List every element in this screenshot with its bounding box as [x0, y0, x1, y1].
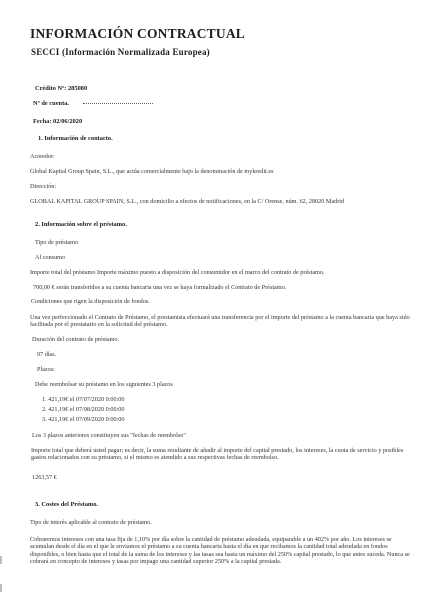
plazo-item: 2. 421,19€ el 07/08/2020 0:00:00 [42, 406, 125, 413]
importe-pagar-text: Importe total que deberá usted pagar; es decir, la suma resultante de añadir al importe del capital prestado, los intereses, la cuota de servicio y posibles gastos relacionados con su préstamo, si el mismo es atendido a sus respectivas fechas de reembolso. [31, 447, 404, 462]
plazos-label: Plazos: [37, 366, 55, 373]
redacted-account [83, 103, 153, 104]
section-1-title: 1. Información de contacto. [38, 135, 113, 142]
acreedor-label: Acreedor: [30, 153, 55, 160]
tipo-interes-text: Cobraremos intereses con una tasa fija de 1,10% por día sobre la cantidad de préstamo adeudada, equiparable a un 402% por año. Los intereses se acumulan desde el día en el que le enviamos el préstamo a su cuenta bancaria hasta el día en que recibamos la cantidad total adeudada en fondos disponibles, o bien hasta que el total de la suma de los intereses y las tasas sea hasta un máximo del 250% capital prestado, lo que antes suceda. Nunca se cobrará en concepto de intereses y tasas por impago una cantidad superior 250% a la capital prestada. [30, 536, 410, 566]
section-2-title: 2. Información sobre el préstamo. [35, 221, 127, 228]
plazo-item: 3. 421,19€ el 07/09/2020 0:00:00 [42, 416, 125, 423]
acreedor-text: Global Kapital Group Spain, S.L., que actúa comercialmente bajo la denominación de mykredit.es [30, 168, 274, 175]
scan-edge-mark [0, 556, 2, 564]
condiciones-text: Una vez perfeccionado el Contrato de Préstamo, el prestamista efectuará una transferencia por el importe del préstamo a la cuenta bancaria que haya sido facilitada por el prestatario en la solicitud del préstamo. [30, 314, 410, 329]
document-title: INFORMACIÓN CONTRACTUAL [30, 26, 245, 41]
tipo-prestamo-label: Tipo de préstamo [35, 239, 79, 246]
duracion-value: 97 días. [37, 351, 57, 358]
scan-edge-mark [0, 584, 2, 592]
account-label: Nº de cuenta. [33, 100, 70, 107]
tipo-interes-label: Tipo de interés aplicable al contrato de préstamo. [30, 519, 152, 526]
direccion-text: GLOBAL KAPITAL GROUP SPAIN, S.L., con domicilio a efectos de notificaciones, en la C/ Orense, núm. 62, 28020 Madrid [30, 198, 345, 205]
importe-pagar-value: 1263,57 € [32, 474, 57, 481]
document-subtitle: SECCI (Información Normalizada Europea) [31, 47, 210, 57]
plazos-intro: Debe reembolsar su préstamo en los siguientes 3 plazos [35, 381, 173, 388]
credit-number: Crédito Nº: 285080 [35, 85, 88, 92]
account-number [33, 100, 153, 107]
direccion-label: Dirección: [30, 183, 57, 190]
duracion-label: Duración del contrato de préstamo. [32, 336, 120, 343]
plazo-item: 1. 421,19€ el 07/07/2020 0:00:00 [42, 396, 125, 403]
importe-total-value: 700,00 € serán transferidos a su cuenta bancaria una vez se haya formalizado el Contrato de Préstamo. [33, 284, 287, 291]
condiciones-label: Condiciones que rigen la disposición de fondos. [31, 298, 150, 305]
document-date: Fecha: 02/06/2020 [33, 118, 83, 125]
section-3-title: 3. Costes del Préstamo. [35, 501, 99, 508]
importe-total-label: Importe total del préstamo Importe máximo puesto a disposición del consumidor en el marco del contrato de préstamo. [30, 269, 325, 276]
plazos-note: Los 3 plazos anteriores constituyen sus "fechas de reembolso" [32, 432, 186, 439]
tipo-prestamo-value: Al consumo [35, 254, 66, 261]
